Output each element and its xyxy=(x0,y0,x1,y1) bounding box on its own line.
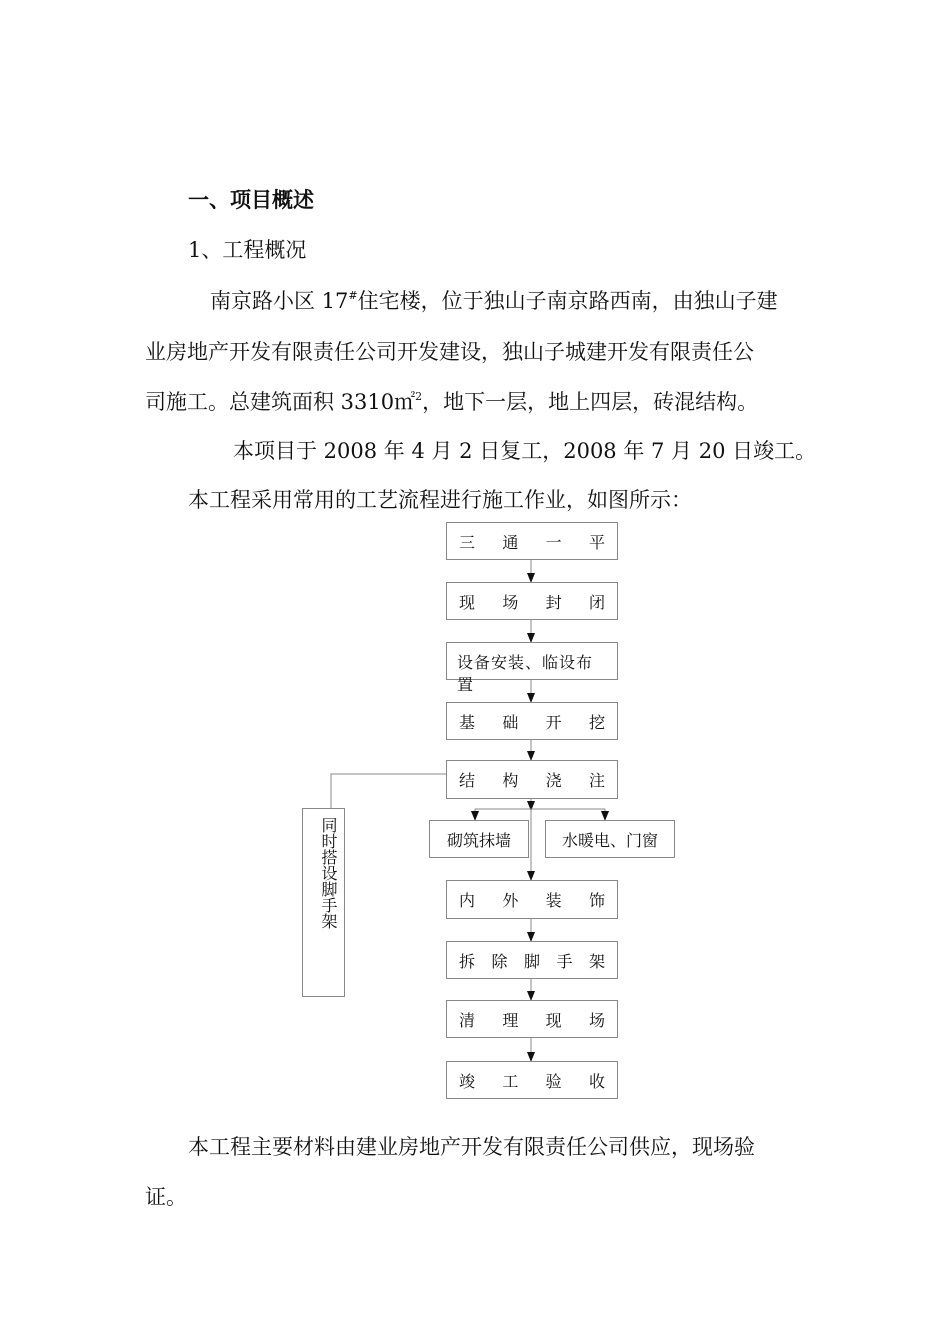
char: 现 xyxy=(459,592,476,612)
char: 工 xyxy=(502,1071,519,1091)
flow-step-5 xyxy=(446,760,618,799)
char: 竣 xyxy=(459,1071,476,1091)
char: 现 xyxy=(545,1010,562,1030)
flow-step-1 xyxy=(446,522,618,560)
side-connector xyxy=(331,774,446,808)
char: 拆 xyxy=(459,951,476,971)
char: 场 xyxy=(502,592,519,612)
char: 架 xyxy=(588,951,605,971)
char: 验 xyxy=(545,1071,562,1091)
flow-branch-left xyxy=(429,820,529,858)
paragraph-line: 本工程采用常用的工艺流程进行施工作业，如图所示： xyxy=(188,488,692,512)
flow-step-3 xyxy=(446,642,618,694)
paragraph-line: 业房地产开发有限责任公司开发建设，独山子城建开发有限责任公 xyxy=(145,340,754,364)
char: 通 xyxy=(502,532,519,552)
flow-side-box xyxy=(302,808,345,997)
section-heading: 一、项目概述 xyxy=(188,188,314,212)
text-span: ，地下一层，地上四层，砖混结构。 xyxy=(422,390,759,414)
char: 闭 xyxy=(588,592,605,612)
flow-step-2 xyxy=(446,582,618,620)
flow-step-7 xyxy=(446,941,618,979)
superscript: 2 xyxy=(415,390,423,403)
paragraph-line: 本项目于 2008 年 4 月 2 日复工，2008 年 7 月 20 日竣工。 xyxy=(233,439,817,463)
char: 三 xyxy=(459,532,476,552)
char: 清 xyxy=(459,1010,476,1030)
char: 除 xyxy=(491,951,508,971)
char: 饰 xyxy=(588,891,605,910)
char: 脚 xyxy=(523,951,540,971)
superscript: # xyxy=(348,289,358,302)
char: 内 xyxy=(459,891,476,910)
char: 注 xyxy=(588,771,605,790)
char: 场 xyxy=(588,1010,605,1030)
char: 开 xyxy=(545,712,562,732)
flow-step-8 xyxy=(446,1000,618,1038)
char: 手 xyxy=(556,951,573,971)
char: 封 xyxy=(545,592,562,612)
char: 础 xyxy=(502,712,519,732)
char: 收 xyxy=(588,1071,605,1091)
paragraph-line: 本工程主要材料由建业房地产开发有限责任公司供应，现场验 xyxy=(188,1135,755,1159)
char: 理 xyxy=(502,1010,519,1030)
flow-step-9 xyxy=(446,1061,618,1099)
char: 装 xyxy=(545,891,562,910)
text-span: 住宅楼，位于独山子南京路西南，由独山子建 xyxy=(357,289,778,313)
branch-label: 水暖电、门窗 xyxy=(561,830,658,850)
char: 一 xyxy=(545,532,562,552)
subsection-heading: 1、工程概况 xyxy=(188,238,307,262)
branch-label: 砌筑抹墙 xyxy=(446,830,511,850)
flow-step-4 xyxy=(446,702,618,740)
char: 结 xyxy=(459,771,476,790)
paragraph-line: 证。 xyxy=(145,1185,187,1209)
char: 构 xyxy=(502,771,519,790)
text-span: 南京路小区 17 xyxy=(210,289,349,313)
flow-step-6 xyxy=(446,880,618,919)
char: 挖 xyxy=(588,712,605,732)
char: 平 xyxy=(588,532,605,552)
text-span: 司施工。总建筑面积 3310㎡ xyxy=(145,390,416,414)
side-label: 同时搭设脚手架 xyxy=(319,817,338,929)
step-label: 设备安装、临设布置 xyxy=(457,653,594,694)
char: 基 xyxy=(459,712,476,732)
char: 外 xyxy=(502,891,519,910)
char: 浇 xyxy=(545,771,562,790)
flow-branch-right xyxy=(545,820,675,858)
